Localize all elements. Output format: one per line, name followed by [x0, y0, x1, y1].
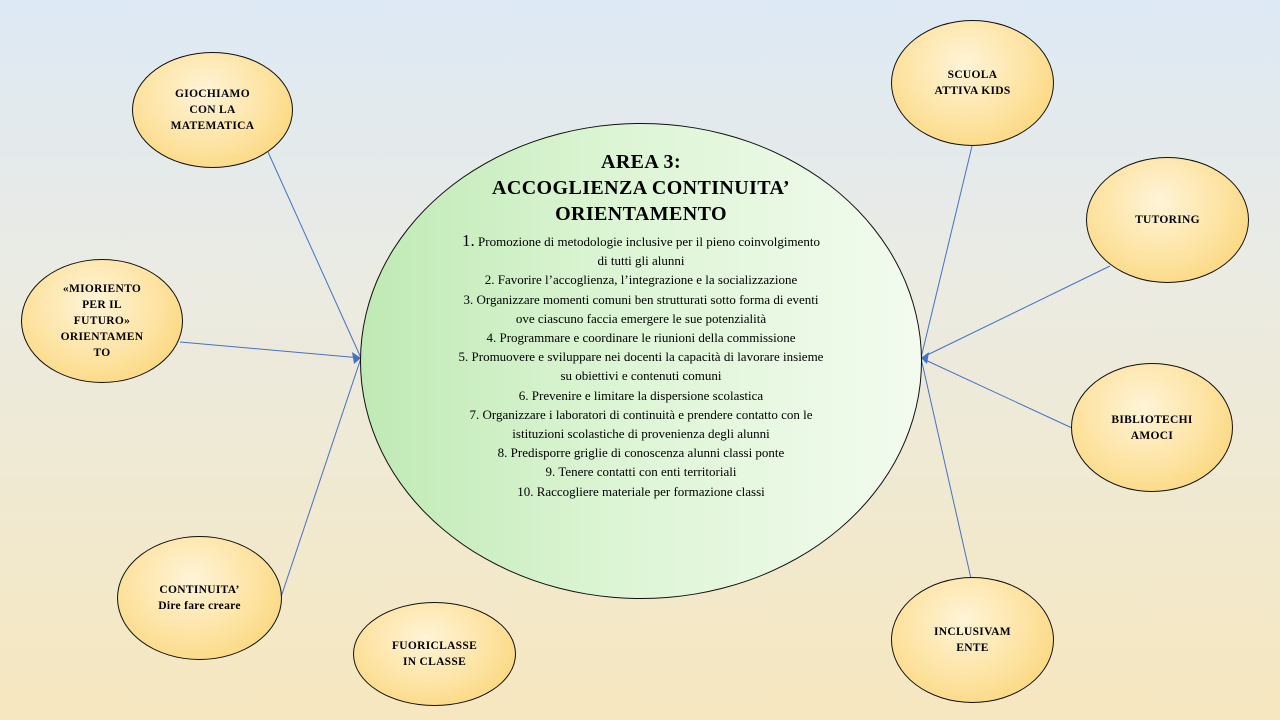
objective-number: 6. [518, 387, 529, 403]
node-continuita [117, 536, 282, 660]
connector-scuola-attiva [921, 146, 972, 358]
objective-item [456, 231, 826, 270]
node-giochiamo-con-la-matematica [132, 52, 293, 168]
node-fuoriclasse-in-classe [353, 602, 516, 706]
center-title: AREA 3: ACCOGLIENZA CONTINUITA’ ORIENTAMENTO [492, 151, 790, 225]
connector-biblioteche [921, 358, 1072, 428]
node-label: SCUOLA ATTIVA KIDS [934, 69, 1011, 97]
objective-number: 3. [463, 291, 474, 307]
node-label: INCLUSIVAM ENTE [934, 626, 1011, 654]
objective-text: Predisporre griglie di conoscenza alunni classi ponte [510, 445, 785, 461]
node-label: FUORICLASSE IN CLASSE [391, 640, 478, 668]
node-label: TUTORING [1135, 214, 1200, 226]
connector-mioriento [180, 342, 361, 358]
objective-text: Tenere contatti con enti territoriali [558, 464, 737, 480]
objective-item [456, 462, 826, 481]
objective-text: Promuovere e sviluppare nei docenti la capacità di lavorare insieme su obiettivi e contenuti comuni [471, 349, 824, 384]
objective-text: Favorire l’accoglienza, l’integrazione e la socializzazione [497, 272, 798, 288]
node-label: BIBLIOTECHI AMOCI [1111, 413, 1193, 442]
objective-number: 8. [497, 445, 508, 461]
objective-number: 10. [517, 483, 534, 499]
connector-inclusivamente [921, 358, 972, 583]
objectives-list [456, 231, 826, 501]
node-label: GIOCHIAMO CON LA MATEMATICA [170, 88, 255, 132]
objective-number: 7. [469, 406, 480, 422]
connector-continuita [281, 358, 361, 597]
node-inclusivamente [891, 577, 1054, 703]
objective-item [456, 270, 826, 289]
objective-item [456, 386, 826, 405]
connector-giochiamo [268, 152, 361, 358]
objective-number: 4. [486, 330, 497, 346]
objective-text: Organizzare i laboratori di continuità e prendere contatto con le istituzioni scolastiche di provenienza degli alunni [482, 406, 813, 442]
objective-text: Prevenire e limitare la dispersione scolastica [531, 387, 764, 403]
node-label: CONTINUITA’ Dire fare creare [158, 584, 241, 612]
objective-item [456, 290, 826, 328]
node-scuola-attiva-kids [891, 20, 1054, 146]
node-label: «MIORIENTO PER IL FUTURO» ORIENTAMEN TO [60, 283, 144, 359]
objective-number: 1. [462, 231, 475, 250]
objective-item [456, 405, 826, 443]
objective-number: 5. [458, 349, 469, 365]
objective-item [456, 347, 826, 385]
objective-text: Raccogliere materiale per formazione classi [536, 483, 765, 499]
node-biblioteche-amoci [1071, 363, 1233, 492]
center-content [361, 149, 921, 501]
node-tutoring [1086, 157, 1249, 283]
objective-item [456, 328, 826, 347]
connector-tutoring [921, 266, 1110, 358]
objective-text: Promozione di metodologie inclusive per il pieno coinvolgimento di tutti gli alunni [478, 234, 820, 269]
objective-number: 9. [545, 464, 556, 480]
center-circle-area-3 [360, 123, 922, 599]
objective-number: 2. [484, 272, 495, 288]
objective-text: Organizzare momenti comuni ben strutturati sotto forma di eventi ove ciascuno faccia emergere le sue potenzialità [476, 291, 819, 326]
objective-text: Programmare e coordinare le riunioni della commissione [499, 330, 796, 346]
node-mioriento [21, 259, 183, 383]
objective-item [456, 482, 826, 501]
objective-item [456, 443, 826, 462]
